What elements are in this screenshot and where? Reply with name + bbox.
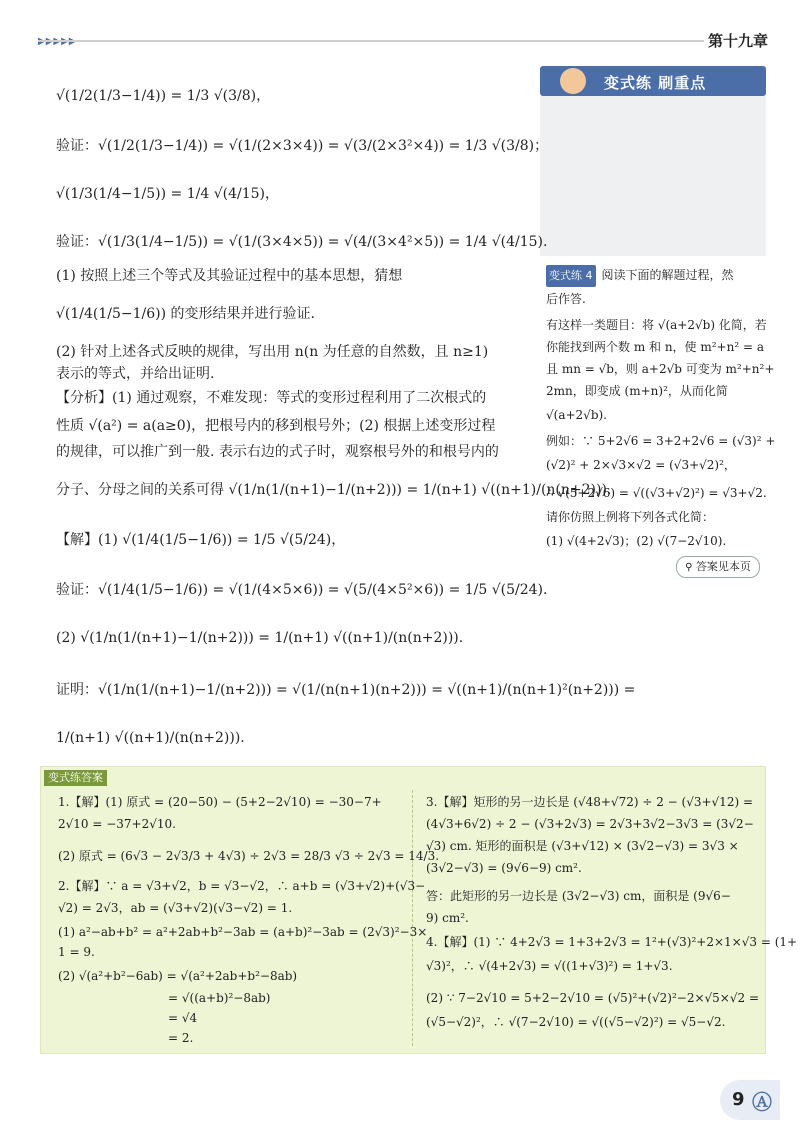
side-line-6: 2mn，即变成 (m+n)²，从而化简 xyxy=(546,384,728,398)
eq-line-4: 验证：√(1/3(1/4−1/5)) = √(1/(3×4×5)) = √(4/(3×4²×5)) = 1/4 √(4/15). xyxy=(56,234,548,250)
grade-a-icon: Ⓐ xyxy=(752,1090,772,1114)
ans-left-11: = 2. xyxy=(168,1031,194,1045)
page-number: 9 xyxy=(732,1089,745,1110)
ans-right-10: (√5−√2)²，∴ √(7−2√10) = √((√5−√2)²) = √5−√2. xyxy=(426,1015,726,1029)
ans-left-8: (2) √(a²+b²−6ab) = √(a²+2ab+b²−8ab) xyxy=(58,969,298,983)
ans-right-7: 4.【解】(1) ∵ 4+2√3 = 1+3+2√3 = 1²+(√3)²+2×1×√3 = (1+ xyxy=(426,935,798,949)
ans-right-1: 3.【解】矩形的另一边长是 (√48+√72) ÷ 2 − (√3+√12) = xyxy=(426,795,754,809)
ans-left-7: 1 = 9. xyxy=(58,945,95,959)
question-1-cont: √(1/4(1/5−1/6)) 的变形结果并进行验证. xyxy=(56,306,315,322)
ans-left-10: = √4 xyxy=(168,1011,198,1025)
eq-line-2: 验证：√(1/2(1/3−1/4)) = √(1/(2×3×4)) = √(3/(2×3²×4)) = 1/3 √(3/8)； xyxy=(56,138,549,154)
answers-divider xyxy=(412,790,414,1046)
page-number-badge xyxy=(720,1080,780,1120)
side-line-8: 例如：∵ 5+2√6 = 3+2+2√6 = (√3)² + xyxy=(546,434,776,448)
ans-right-4: (3√2−√3) = (9√6−9) cm². xyxy=(426,861,582,875)
section-banner xyxy=(540,66,766,96)
proof-result: 1/(n+1) √((n+1)/(n(n+2))). xyxy=(56,730,245,746)
key-icon: ⚲ xyxy=(685,562,693,573)
ans-left-6: (1) a²−ab+b² = a²+2ab+b²−3ab = (a+b)²−3ab = (2√3)²−3× xyxy=(58,925,428,939)
ans-left-4: 2.【解】∵ a = √3+√2，b = √3−√2，∴ a+b = (√3+√2)+(√3− xyxy=(58,879,426,893)
question-2: (2) 针对上述各式反映的规律，写出用 n(n 为任意的自然数，且 n≥1) xyxy=(56,344,489,360)
solution-2: (2) √(1/n(1/(n+1)−1/(n+2))) = 1/(n+1) √((n+1)/(n(n+2))). xyxy=(56,630,464,646)
side-line-10: ∴ √(5+2√6) = √((√3+√2)²) = √3+√2. xyxy=(546,486,767,500)
solution-verify: 验证：√(1/4(1/5−1/6)) = √(1/(4×5×6)) = √(5/(4×5²×6)) = 1/5 √(5/24). xyxy=(56,582,548,598)
analysis-1: 【分析】(1) 通过观察，不难发现：等式的变形过程利用了二次根式的 xyxy=(56,390,487,406)
side-line-12: (1) √(4+2√3)；(2) √(7−2√10). xyxy=(546,534,727,548)
ans-right-5: 答：此矩形的另一边长是 (3√2−√3) cm，面积是 (9√6− xyxy=(426,889,731,903)
ans-left-9: = √((a+b)²−8ab) xyxy=(168,991,271,1005)
side-line-4: 你能找到两个数 m 和 n，使 m²+n² = a xyxy=(546,340,764,354)
answer-link-button[interactable]: ⚲ 答案见本页 xyxy=(676,556,760,578)
eq-line-3: √(1/3(1/4−1/5)) = 1/4 √(4/15)， xyxy=(56,186,279,202)
ans-left-3: (2) 原式 = (6√3 − 2√3/3 + 4√3) ÷ 2√3 = 28/3 √3 ÷ 2√3 = 14/3. xyxy=(58,849,440,863)
chapter-title: 第十九章 xyxy=(708,32,769,50)
header-rule xyxy=(38,40,704,42)
student-icon xyxy=(560,68,586,94)
side-line-5: 且 mn = √b，则 a+2√b 可变为 m²+n²+ xyxy=(546,362,775,376)
ans-left-2: 2√10 = −37+2√10. xyxy=(58,817,176,831)
ans-right-2: (4√3+6√2) ÷ 2 − (√3+2√3) = 2√3+3√2−3√3 = (3√2− xyxy=(426,817,754,831)
side-blank-pane xyxy=(540,96,766,256)
side-line-11: 请你仿照上例将下列各式化简： xyxy=(546,510,715,524)
ans-left-1: 1.【解】(1) 原式 = (20−50) − (5+2−2√10) = −30−7+ xyxy=(58,795,382,809)
solution-1: 【解】(1) √(1/4(1/5−1/6)) = 1/5 √(5/24)， xyxy=(56,532,346,548)
analysis-4: 分子、分母之间的关系可得 √(1/n(1/(n+1)−1/(n+2))) = 1/(n+1) √((n+1)/(n(n+2))). xyxy=(56,482,612,498)
side-line-7: √(a+2√b). xyxy=(546,408,607,422)
side-line-9: (√2)² + 2×√3×√2 = (√3+√2)²， xyxy=(546,458,736,472)
exercise-tag: 变式练 4 xyxy=(546,265,596,287)
side-line-3: 有这样一类题目：将 √(a+2√b) 化简，若 xyxy=(546,318,767,332)
side-line-1: 变式练 4 阅读下面的解题过程，然 xyxy=(546,264,734,287)
answers-heading: 变式练答案 xyxy=(44,770,107,786)
question-1: (1) 按照上述三个等式及其验证过程中的基本思想，猜想 xyxy=(56,268,403,284)
ans-left-5: √2) = 2√3，ab = (√3+√2)(√3−√2) = 1. xyxy=(58,901,293,915)
banner-label: 变式练 刷重点 xyxy=(604,74,707,92)
ans-right-3: √3) cm. 矩形的面积是 (√3+√12) × (3√2−√3) = 3√3 × xyxy=(426,839,739,853)
question-2-cont: 表示的等式，并给出证明. xyxy=(56,366,215,382)
analysis-2: 性质 √(a²) = a(a≥0)，把根号内的移到根号外；(2) 根据上述变形过程 xyxy=(56,418,496,434)
proof-line: 证明：√(1/n(1/(n+1)−1/(n+2))) = √(1/(n(n+1)(n+2))) = √((n+1)/(n(n+1)²(n+2))) = xyxy=(56,682,636,698)
side-line-2: 后作答. xyxy=(546,292,586,306)
ans-right-6: 9) cm². xyxy=(426,911,469,925)
ans-right-8: √3)²，∴ √(4+2√3) = √((1+√3)²) = 1+√3. xyxy=(426,959,673,973)
eq-line-1: √(1/2(1/3−1/4)) = 1/3 √(3/8)， xyxy=(56,88,271,104)
ans-right-9: (2) ∵ 7−2√10 = 5+2−2√10 = (√5)²+(√2)²−2×√5×√2 = xyxy=(426,991,759,1005)
analysis-3: 的规律，可以推广到一般. 表示右边的式子时，观察根号外的和根号内的 xyxy=(56,444,499,460)
